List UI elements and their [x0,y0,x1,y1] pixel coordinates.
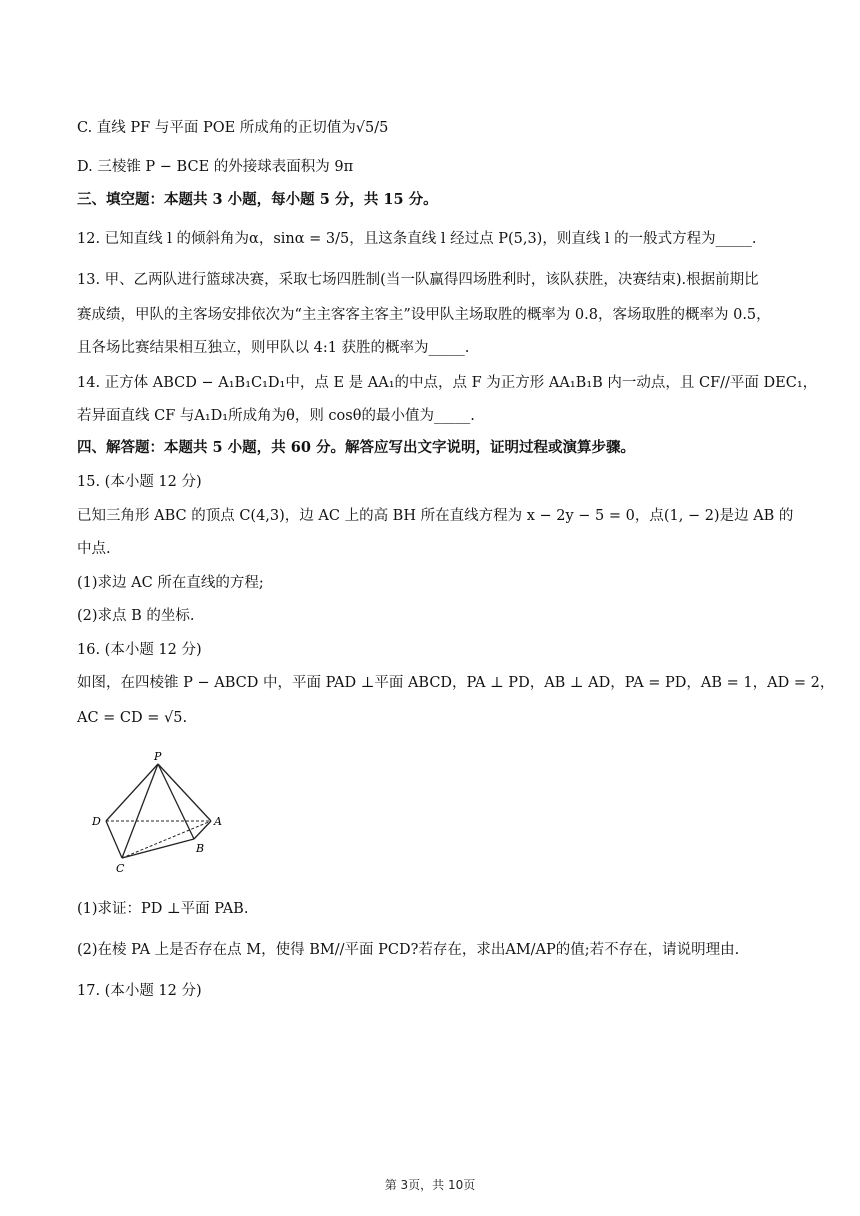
question-16-part-1: (1)求证：PD ⊥平面 PAB. [77,901,249,917]
question-15-header: 15. (本小题 12 分) [77,474,202,490]
question-17-header: 17. (本小题 12 分) [77,983,202,999]
edge-pa [158,764,211,821]
question-16-header: 16. (本小题 12 分) [77,642,202,658]
vertex-label-a: A [214,815,222,828]
edge-pc [122,764,158,858]
question-16-line-2: AC = CD = √5. [77,710,188,726]
pyramid-figure [86,748,236,878]
option-d: D. 三棱锥 P − BCE 的外接球表面积为 9π [77,159,354,175]
question-13-line-2: 赛成绩，甲队的主客场安排依次为“主主客客主客主”设甲队主场取胜的概率为 0.8，客场取胜的概率为 0.5， [77,307,771,323]
question-15-line-2: 中点. [77,541,111,557]
edge-cb [122,839,194,858]
edge-dc [106,821,122,858]
question-15-part-2: (2)求点 B 的坐标. [77,608,195,624]
edge-ba [194,821,211,839]
vertex-label-d: D [92,815,101,828]
question-16-line-1: 如图，在四棱锥 P − ABCD 中，平面 PAD ⊥平面 ABCD，PA ⊥ PD，AB ⊥ AD，PA = PD，AB = 1，AD = 2， [77,675,835,691]
vertex-label-c: C [116,862,125,875]
edge-pd [106,764,158,821]
pyramid-diagram [86,748,236,878]
page-footer: 第 3页，共 10页 [384,1178,476,1192]
section-fill-in-heading: 三、填空题：本题共 3 小题，每小题 5 分，共 15 分。 [77,191,438,208]
option-c: C. 直线 PF 与平面 POE 所成角的正切值为√5/5 [77,120,389,136]
edge-pb [158,764,194,839]
question-15-line-1: 已知三角形 ABC 的顶点 C(4,3)，边 AC 上的高 BH 所在直线方程为 x − 2y − 5 = 0，点(1, − 2)是边 AB 的 [77,508,794,524]
vertex-label-b: B [196,842,205,855]
question-13-line-3: 且各场比赛结果相互独立，则甲队以 4:1 获胜的概率为_____. [77,340,470,356]
question-16-part-2: (2)在棱 PA 上是否存在点 M，使得 BM//平面 PCD?若存在，求出AM/AP的值;若不存在，请说明理由. [77,942,740,958]
question-12: 12. 已知直线 l 的倾斜角为α，sinα = 3/5，且这条直线 l 经过点 P(5,3)，则直线 l 的一般式方程为_____. [77,231,757,247]
vertex-label-p: P [154,750,162,763]
question-15-part-1: (1)求边 AC 所在直线的方程; [77,575,264,591]
question-14-line-2: 若异面直线 CF 与A₁D₁所成角为θ，则 cosθ的最小值为_____. [77,408,475,424]
question-13-line-1: 13. 甲、乙两队进行篮球决赛，采取七场四胜制(当一队赢得四场胜利时，该队获胜，决赛结束).根据前期比 [77,272,759,288]
section-solution-heading: 四、解答题：本题共 5 小题，共 60 分。解答应写出文字说明，证明过程或演算步骤。 [77,439,635,456]
question-14-line-1: 14. 正方体 ABCD − A₁B₁C₁D₁中，点 E 是 AA₁的中点，点 F 为正方形 AA₁B₁B 内一动点，且 CF//平面 DEC₁， [77,375,818,391]
